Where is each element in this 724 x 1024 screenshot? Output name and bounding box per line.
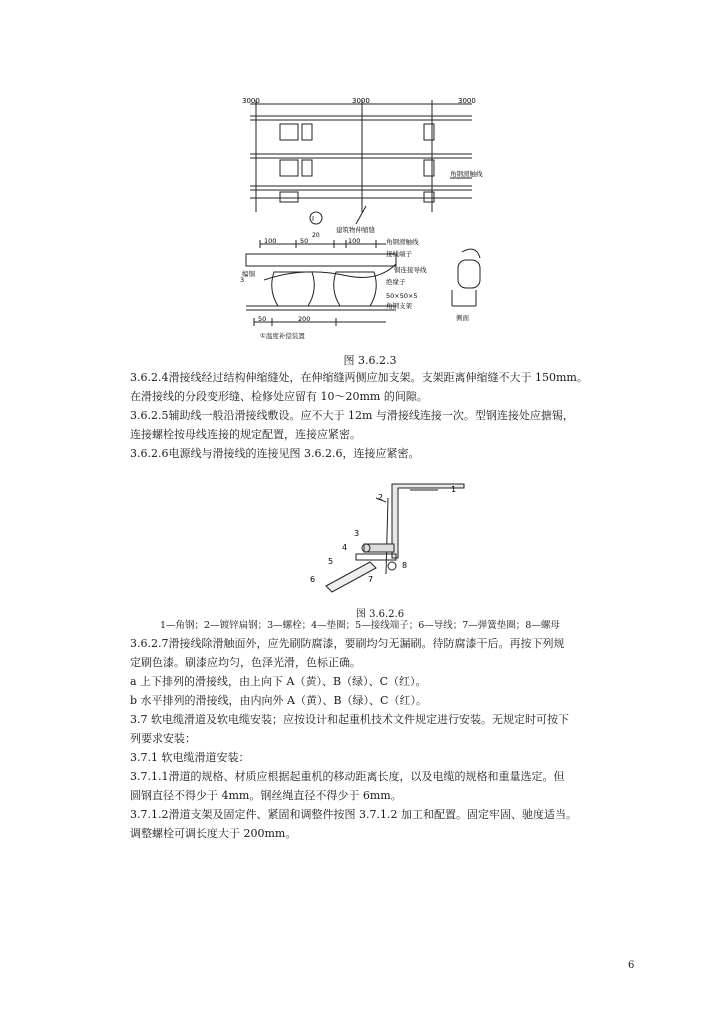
dim-20: 20: [312, 232, 320, 239]
fig2-n1: 1: [451, 485, 457, 494]
paragraph-3-6-2-5b: 连接螺栓按母线连接的规定配置，连接应紧密。: [130, 428, 361, 441]
dim-50b: 50: [258, 315, 267, 323]
fig2-n6: 6: [310, 575, 316, 584]
figure-legend: 1—角钢；2—镀锌扁钢；3—螺栓；4—垫圈；5—接线端子；6—导线；7—弹簧垫圈；8—螺母: [160, 620, 560, 631]
figure-caption-2: 图 3.6.2.6: [355, 609, 405, 620]
dim-right: 3000: [458, 97, 476, 105]
label-angle-steel-2: 角钢滑触线: [386, 238, 419, 246]
figure-3-6-2-6: [306, 478, 466, 606]
label-terminal: 接线端子: [386, 250, 412, 258]
figure-3-6-2-3: [236, 94, 506, 348]
label-copper-wire: 铜连接导线: [394, 266, 427, 274]
label-compensation: ①温度补偿装置: [260, 332, 305, 340]
paragraph-3-6-2-4b: 在滑接线的分段变形缝、检修处应留有 10～20mm 的间隙。: [130, 390, 428, 403]
paragraph-3-7-1-1a: 3.7.1.1滑道的规格、材质应根据起重机的移动距离长度，以及电缆的规格和重量选定。但: [130, 770, 565, 783]
label-bracket: 角钢支架: [386, 302, 412, 310]
label-braid: 编铜: [242, 270, 255, 278]
fig2-n8: 8: [402, 561, 408, 570]
dim-50: 50: [300, 237, 309, 245]
paragraph-3-7-1: 3.7.1 软电缆滑道安装：: [130, 751, 250, 764]
list-item-a: a 上下排列的滑接线，由上向下 A（黄）、B（绿）、C（红）。: [130, 675, 427, 688]
label-angle-steel: 角钢滑触线: [450, 170, 483, 178]
label-insulator: 绝缘子: [386, 278, 406, 286]
paragraph-3-6-2-5a: 3.6.2.5辅助线一般沿滑接线敷设。应不大于 12m 与滑接线连接一次。型钢连接处应搪锡，: [130, 409, 574, 422]
marker-i: I: [312, 215, 315, 223]
fig2-n7: 7: [368, 575, 374, 584]
label-3: 3: [240, 276, 245, 284]
dim-100b: 100: [348, 237, 361, 245]
label-expansion-joint: 建筑物伸缩缝: [336, 226, 375, 234]
fig2-n2: 2: [378, 493, 384, 502]
label-side-view: 侧面: [456, 314, 469, 322]
figure-caption-1: 图 3.6.2.3: [343, 354, 397, 367]
dim-mid: 3000: [352, 97, 370, 105]
paragraph-3-7-1-2a: 3.7.1.2滑道支架及固定件、紧固和调整件按图 3.7.1.2 加工和配置。固定牢固、驰度适当。: [130, 808, 577, 821]
paragraph-3-6-2-7b: 定刷色漆。刷漆应均匀，色泽光滑，色标正确。: [130, 656, 361, 669]
dim-200: 200: [298, 315, 311, 323]
paragraph-3-7b: 列要求安装：: [130, 732, 196, 745]
paragraph-3-7a: 3.7 软电缆滑道及软电缆安装；应按设计和起重机技术文件规定进行安装。无规定时可按下: [130, 713, 569, 726]
paragraph-3-6-2-6: 3.6.2.6电源线与滑接线的连接见图 3.6.2.6，连接应紧密。: [130, 447, 420, 460]
list-item-b: b 水平排列的滑接线，由内向外 A（黄）、B（绿）、C（红）。: [130, 694, 427, 707]
dim-left: 3000: [242, 97, 260, 105]
label-bracket-spec: 50×50×5: [386, 292, 418, 300]
fig2-n5: 5: [328, 557, 334, 566]
paragraph-3-7-1-2b: 调整螺栓可调长度大于 200mm。: [130, 827, 297, 840]
paragraph-3-6-2-7a: 3.6.2.7滑接线除滑触面外，应先刷防腐漆，要刷均匀无漏刷。待防腐漆干后。再按下列规: [130, 637, 565, 650]
paragraph-3-6-2-4a: 3.6.2.4滑接线经过结构伸缩缝处，在伸缩缝两侧应加支架。支架距离伸缩缝不大于 150mm。: [130, 371, 588, 384]
fig2-n4: 4: [342, 543, 348, 552]
fig2-n3: 3: [354, 529, 360, 538]
dim-100a: 100: [264, 237, 277, 245]
page-number: 6: [628, 960, 635, 971]
paragraph-3-7-1-1b: 圆钢直径不得少于 4mm。钢丝绳直径不得少于 6mm。: [130, 789, 402, 802]
